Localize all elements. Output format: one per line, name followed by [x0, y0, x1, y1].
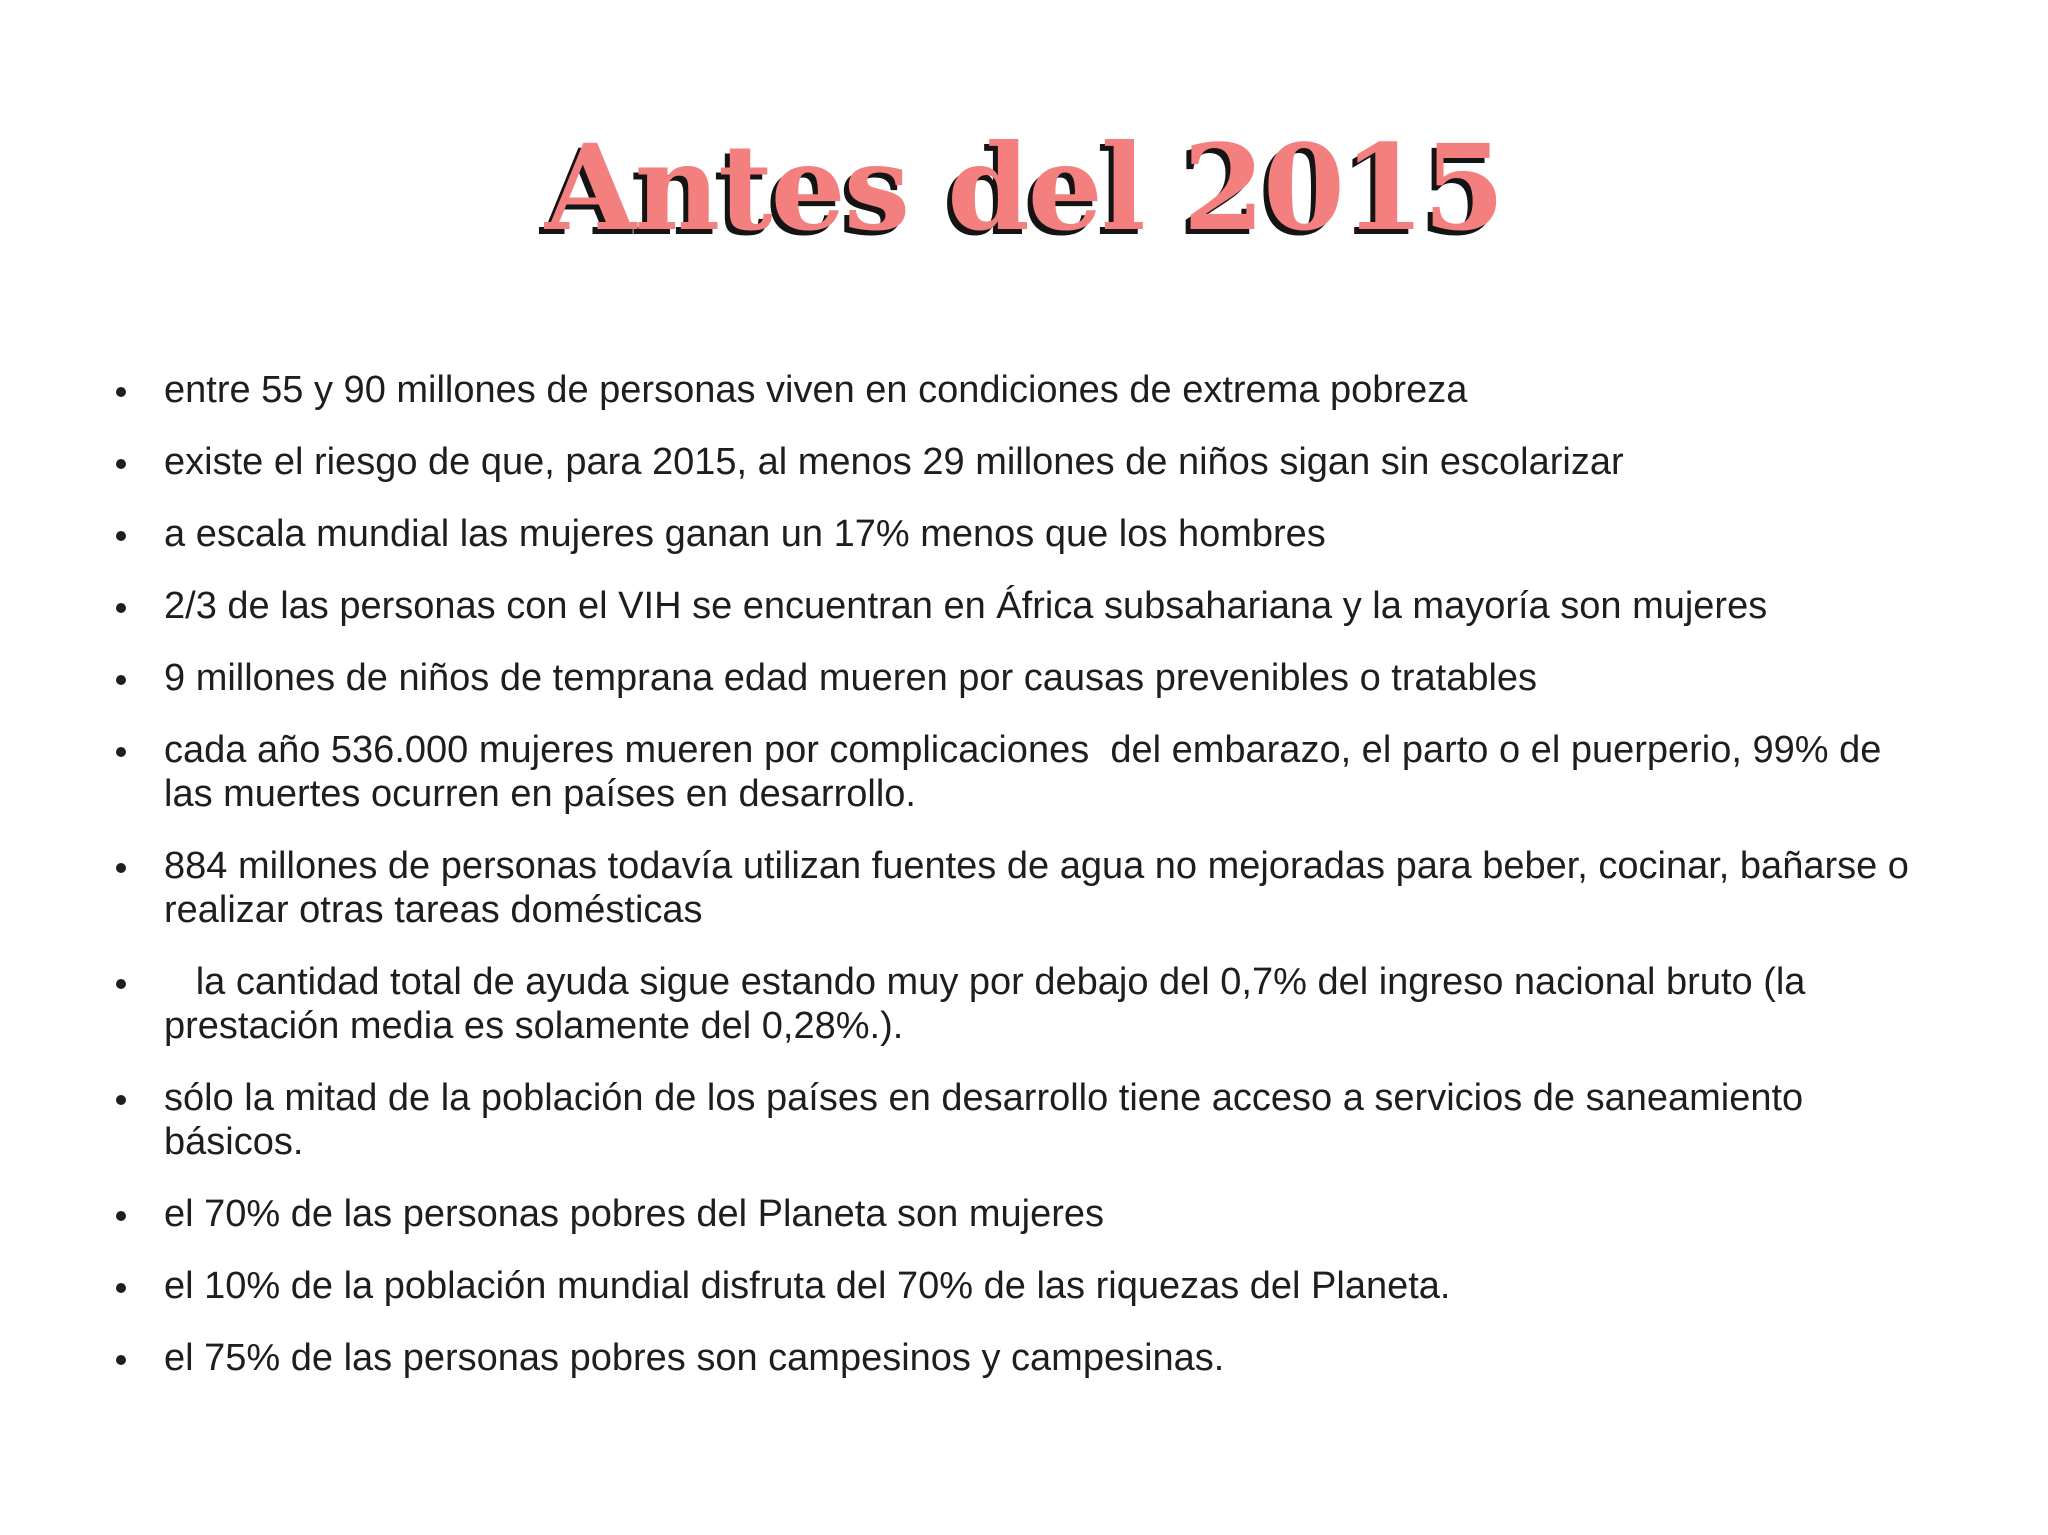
- list-item: [118, 1336, 1938, 1380]
- list-item: [118, 728, 1938, 816]
- list-item-text: 884 millones de personas todavía utilizan fuentes de agua no mejoradas para beber, cocinar, bañarse o realizar otras tareas domésticas: [164, 845, 1920, 931]
- bullet-icon: [116, 459, 126, 469]
- bullet-icon: [116, 1283, 126, 1293]
- list-item: [118, 960, 1938, 1048]
- bullet-icon: [116, 603, 126, 613]
- list-item-text: el 75% de las personas pobres son campesinos y campesinas.: [164, 1337, 1225, 1379]
- bullet-list: [118, 368, 1938, 1408]
- list-item: [118, 440, 1938, 484]
- list-item: [118, 844, 1938, 932]
- bullet-icon: [116, 1355, 126, 1365]
- list-item-text: sólo la mitad de la población de los países en desarrollo tiene acceso a servicios de saneamiento básicos.: [164, 1077, 1814, 1163]
- bullet-icon: [116, 1095, 126, 1105]
- list-item-text: entre 55 y 90 millones de personas viven en condiciones de extrema pobreza: [164, 369, 1468, 411]
- slide-title: Antes del 2015: [544, 118, 1504, 257]
- list-item: [118, 512, 1938, 556]
- list-item: [118, 368, 1938, 412]
- bullet-icon: [116, 747, 126, 757]
- bullet-icon: [116, 1211, 126, 1221]
- list-item: [118, 656, 1938, 700]
- bullet-icon: [116, 675, 126, 685]
- bullet-icon: [116, 531, 126, 541]
- list-item-text: cada año 536.000 mujeres mueren por complicaciones del embarazo, el parto o el puerperio, 99% de las muertes ocurren en países en desarrollo.: [164, 729, 1892, 815]
- bullet-icon: [116, 387, 126, 397]
- list-item-text: la cantidad total de ayuda sigue estando muy por debajo del 0,7% del ingreso nacional bruto (la prestación media es solamente del 0,28%.).: [164, 961, 1816, 1047]
- list-item: [118, 1076, 1938, 1164]
- list-item-text: a escala mundial las mujeres ganan un 17% menos que los hombres: [164, 513, 1326, 555]
- list-item-text: el 70% de las personas pobres del Planeta son mujeres: [164, 1193, 1105, 1235]
- list-item-text: 2/3 de las personas con el VIH se encuentran en África subsahariana y la mayoría son mujeres: [164, 585, 1768, 627]
- list-item-text: 9 millones de niños de temprana edad mueren por causas prevenibles o tratables: [164, 657, 1538, 699]
- list-item: [118, 1192, 1938, 1236]
- bullet-icon: [116, 863, 126, 873]
- list-item: [118, 584, 1938, 628]
- bullet-icon: [116, 979, 126, 989]
- list-item: [118, 1264, 1938, 1308]
- list-item-text: existe el riesgo de que, para 2015, al menos 29 millones de niños sigan sin escolarizar: [164, 441, 1624, 483]
- list-item-text: el 10% de la población mundial disfruta del 70% de las riquezas del Planeta.: [164, 1265, 1451, 1307]
